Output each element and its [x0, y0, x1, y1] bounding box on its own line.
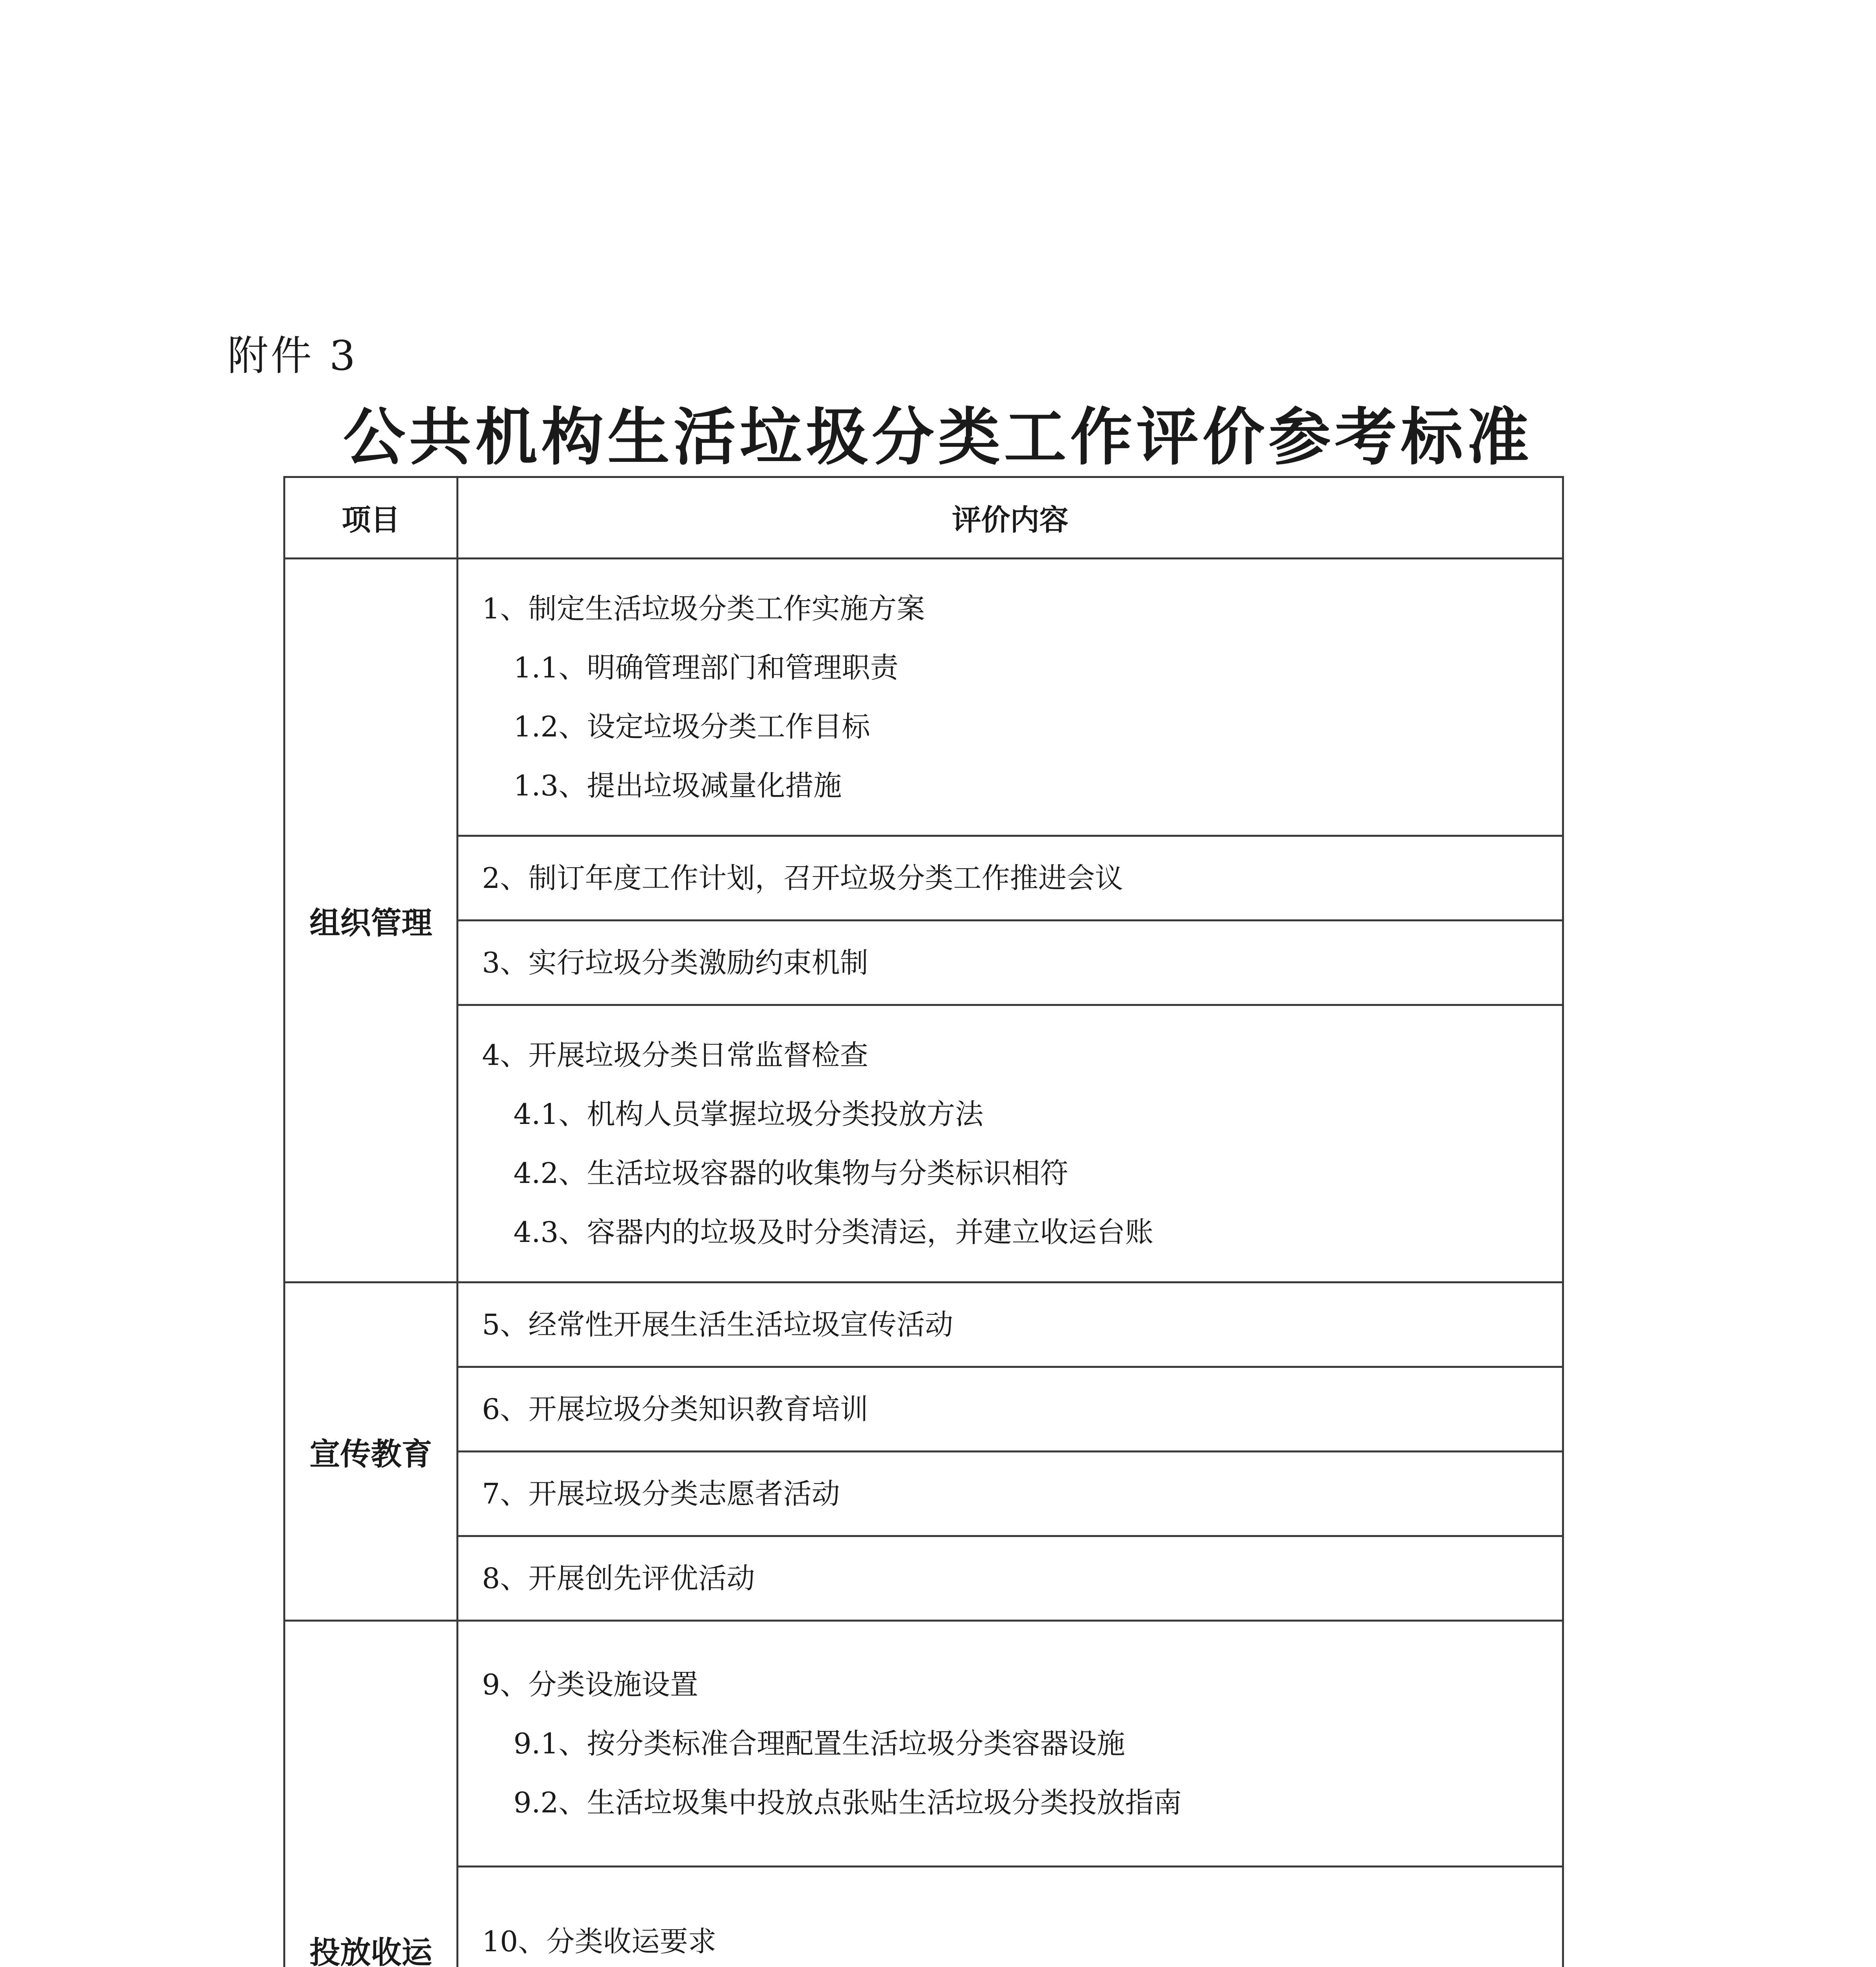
criterion-cell	[458, 921, 1563, 1005]
criterion-cell	[458, 559, 1563, 836]
criterion-main: 2、制订年度工作计划，召开垃圾分类工作推进会议	[482, 862, 1123, 895]
criterion-cell	[458, 1621, 1563, 1867]
criterion-sub: 1.3、提出垃圾减量化措施	[513, 769, 842, 802]
table-row	[284, 1536, 1563, 1621]
table-row	[284, 1282, 1563, 1367]
table-row	[284, 1005, 1563, 1282]
category-publicity: 宣传教育	[284, 1282, 458, 1621]
table-row	[284, 559, 1563, 836]
criterion-main: 1、制定生活垃圾分类工作实施方案	[482, 592, 925, 625]
criterion-cell	[458, 1452, 1563, 1536]
criterion-main: 4、开展垃圾分类日常监督检查	[482, 1039, 868, 1072]
criterion-sub: 1.1、明确管理部门和管理职责	[513, 651, 899, 684]
category-disposal: 投放收运	[284, 1621, 458, 1967]
table-row	[284, 1452, 1563, 1536]
document-title: 公共机构生活垃圾分类工作评价参考标准	[343, 401, 1533, 474]
criterion-main: 8、开展创先评优活动	[482, 1562, 755, 1595]
header-item: 项目	[284, 477, 458, 559]
table-row	[284, 836, 1563, 921]
criterion-sub: 4.2、生活垃圾容器的收集物与分类标识相符	[513, 1157, 1069, 1190]
criterion-main: 9、分类设施设置	[482, 1668, 698, 1701]
criterion-sub: 9.2、生活垃圾集中投放点张贴生活垃圾分类投放指南	[513, 1786, 1182, 1819]
criterion-cell	[458, 1005, 1563, 1282]
table-header-row	[284, 477, 1563, 559]
attachment-label: 附件 3	[227, 332, 358, 380]
criterion-main: 10、分类收运要求	[482, 1925, 716, 1958]
category-organization: 组织管理	[284, 559, 458, 1282]
table-row	[284, 1621, 1563, 1867]
criterion-cell	[458, 1282, 1563, 1367]
criterion-sub: 4.1、机构人员掌握垃圾分类投放方法	[513, 1098, 984, 1131]
criterion-cell	[458, 1367, 1563, 1452]
criterion-sub: 4.3、容器内的垃圾及时分类清运，并建立收运台账	[513, 1216, 1154, 1249]
criterion-cell	[458, 1536, 1563, 1621]
header-content: 评价内容	[458, 477, 1563, 559]
criterion-main: 3、实行垃圾分类激励约束机制	[482, 946, 868, 979]
criterion-sub: 1.2、设定垃圾分类工作目标	[513, 710, 870, 743]
table-row	[284, 1867, 1563, 1967]
table-row	[284, 921, 1563, 1005]
evaluation-table	[283, 476, 1564, 1967]
criterion-cell	[458, 836, 1563, 921]
table-row	[284, 1367, 1563, 1452]
criterion-main: 5、经常性开展生活生活垃圾宣传活动	[482, 1308, 953, 1341]
criterion-main: 6、开展垃圾分类知识教育培训	[482, 1393, 868, 1426]
criterion-cell	[458, 1867, 1563, 1967]
criterion-sub: 9.1、按分类标准合理配置生活垃圾分类容器设施	[513, 1727, 1125, 1760]
criterion-main: 7、开展垃圾分类志愿者活动	[482, 1477, 840, 1510]
